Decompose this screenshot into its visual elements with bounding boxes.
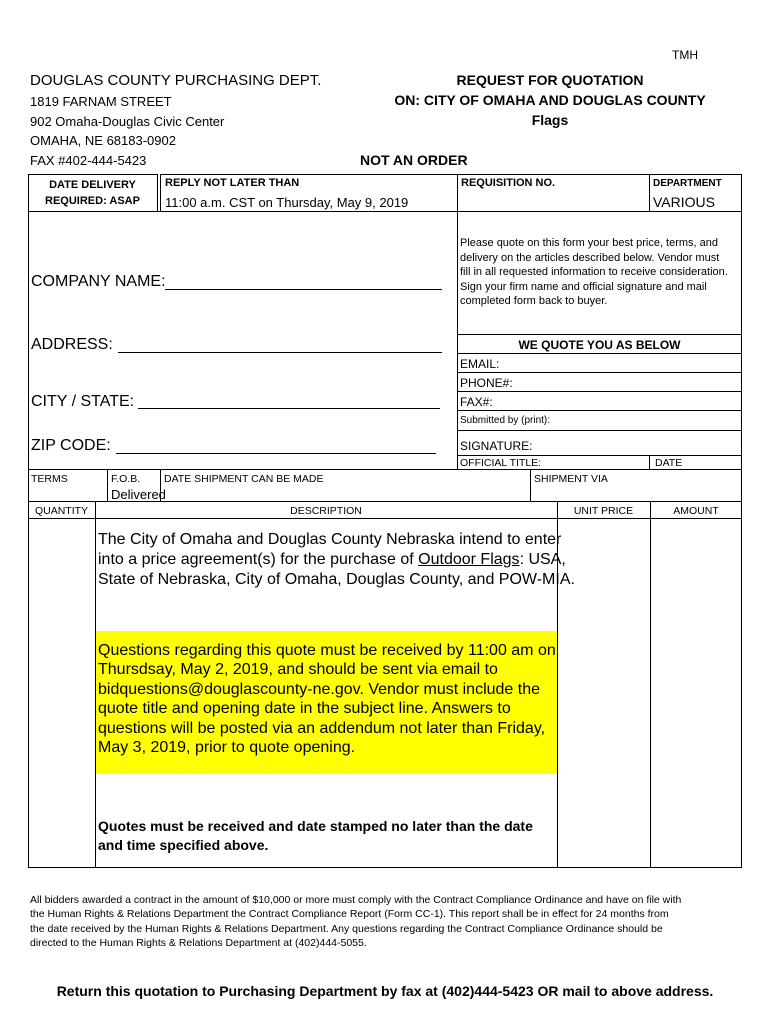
questions-email-line: bidquestions@douglascounty-ne.gov. Vendor must include the xyxy=(98,680,541,698)
title-line3: Flags xyxy=(531,112,569,128)
initials: TMH xyxy=(672,48,698,62)
col-divider xyxy=(650,501,651,868)
instructions-line: completed form back to buyer. xyxy=(460,295,608,307)
deadline-line: and time specified above. xyxy=(98,837,269,853)
compliance-line: the date received by the Human Rights & Relations Department. Any questions regarding the Contract Compliance Ordinance should be xyxy=(30,922,663,935)
phone-label: PHONE#: xyxy=(460,376,513,390)
divider xyxy=(457,430,742,431)
reply-label: REPLY NOT LATER THAN xyxy=(165,177,300,189)
compliance-line: All bidders awarded a contract in the amount of $10,000 or more must comply with the Contract Compliance Ordinance and have on file with xyxy=(30,894,682,906)
submitted-by-label: Submitted by (print): xyxy=(460,415,551,426)
return-instructions: Return this quotation to Purchasing Department by fax at (402)444-5423 OR mail to above address. xyxy=(56,983,714,999)
description-text: into a price agreement(s) for the purchase of xyxy=(98,551,419,568)
date-delivery-box xyxy=(28,174,158,212)
dept-street: 1819 FARNAM STREET xyxy=(30,94,172,109)
col-unit-price: UNIT PRICE xyxy=(573,505,634,517)
title-line1: REQUEST FOR QUOTATION xyxy=(456,72,644,88)
address-label: ADDRESS: xyxy=(31,336,113,353)
instructions-line: delivery on the articles described below. Vendor must xyxy=(460,251,720,264)
official-title-label: OFFICIAL TITLE: xyxy=(460,457,542,469)
title-line2: ON: CITY OF OMAHA AND DOUGLAS COUNTY xyxy=(394,92,706,108)
col-description: DESCRIPTION xyxy=(290,505,362,517)
questions-line: Thursdsay, May 2, 2019, and should be sent via email to xyxy=(98,661,498,679)
compliance-line: the Human Rights & Relations Department the Contract Compliance Report (Form CC-1). This report shall be in effect for 24 months from xyxy=(30,908,669,921)
outdoor-flags-text: Outdoor Flags xyxy=(418,551,520,568)
terms-label: TERMS xyxy=(31,473,68,485)
questions-line: May 3, 2019, prior to quote opening. xyxy=(98,739,356,757)
ship-date-label: DATE SHIPMENT CAN BE MADE xyxy=(164,473,324,485)
col-quantity: QUANTITY xyxy=(34,505,89,517)
reply-box xyxy=(160,174,458,212)
signature-label: SIGNATURE: xyxy=(460,439,533,453)
city-state-label: CITY / STATE: xyxy=(31,393,135,410)
zip-code-label: ZIP CODE: xyxy=(31,437,111,454)
description-line: The City of Omaha and Douglas County Nebraska intend to enter xyxy=(98,531,562,548)
divider xyxy=(28,518,742,519)
fob-value: Delivered xyxy=(111,487,166,502)
date-label: DATE xyxy=(655,457,683,469)
company-name-label: COMPANY NAME: xyxy=(31,273,166,290)
divider xyxy=(28,501,742,502)
compliance-notice xyxy=(30,893,681,950)
instructions-line: Please quote on this form your best price, terms, and xyxy=(460,237,719,249)
company-name-line[interactable] xyxy=(165,289,442,290)
email-label: EMAIL: xyxy=(460,357,500,371)
divider xyxy=(28,469,742,470)
description-text: : USA, xyxy=(519,551,566,568)
fob-divider xyxy=(160,469,161,501)
ship-via-label: SHIPMENT VIA xyxy=(534,473,608,485)
requisition-label: REQUISITION NO. xyxy=(461,177,556,189)
compliance-line: directed to the Human Rights & Relations Department at (402)444-5055. xyxy=(30,936,367,949)
col-amount: AMOUNT xyxy=(673,505,719,517)
description-line: State of Nebraska, City of Omaha, Douglas County, and POW-MIA. xyxy=(98,571,575,588)
divider xyxy=(457,372,742,373)
zip-code-line[interactable] xyxy=(116,453,436,454)
divider xyxy=(457,334,742,335)
dept-name: DOUGLAS COUNTY PURCHASING DEPT. xyxy=(30,72,322,89)
questions-paragraph xyxy=(98,641,556,757)
dept-fax: FAX #402-444-5423 xyxy=(30,153,147,168)
not-an-order: NOT AN ORDER xyxy=(360,152,468,168)
department-box xyxy=(649,174,742,212)
dept-city: OMAHA, NE 68183-0902 xyxy=(30,133,176,148)
reply-value: 11:00 a.m. CST on Thursday, May 9, 2019 xyxy=(165,195,409,210)
fob-label: F.O.B. xyxy=(111,473,141,485)
instructions-text xyxy=(460,236,728,309)
divider xyxy=(457,391,742,392)
deadline-paragraph xyxy=(98,817,533,855)
city-state-line[interactable] xyxy=(138,408,440,409)
divider xyxy=(457,455,742,456)
date-required-label: REQUIRED: ASAP xyxy=(45,195,140,207)
divider xyxy=(457,353,742,354)
questions-line: Questions regarding this quote must be received by 11:00 am on xyxy=(98,642,556,659)
deadline-line: Quotes must be received and date stamped no later than the date xyxy=(98,818,533,834)
divider xyxy=(457,410,742,411)
address-line[interactable] xyxy=(118,352,442,353)
instructions-line: Sign your firm name and official signature and mail xyxy=(460,280,707,293)
date-delivery-label: DATE DELIVERY xyxy=(49,179,136,191)
ship-via-divider xyxy=(530,469,531,501)
description-line xyxy=(98,550,575,570)
date-divider xyxy=(649,455,650,469)
description-paragraph xyxy=(98,530,575,590)
requisition-box xyxy=(457,174,650,212)
questions-line: questions will be posted via an addendum not later than Friday, xyxy=(98,719,546,737)
we-quote-heading: WE QUOTE YOU AS BELOW xyxy=(518,338,681,352)
fax-label: FAX#: xyxy=(460,395,493,409)
department-label: DEPARTMENT xyxy=(653,178,722,189)
department-value: VARIOUS xyxy=(653,194,715,210)
dept-building: 902 Omaha-Douglas Civic Center xyxy=(30,114,225,129)
terms-divider xyxy=(107,469,108,501)
instructions-line: fill in all requested information to receive consideration. xyxy=(460,266,728,278)
questions-line: quote title and opening date in the subject line. Answers to xyxy=(98,700,511,718)
